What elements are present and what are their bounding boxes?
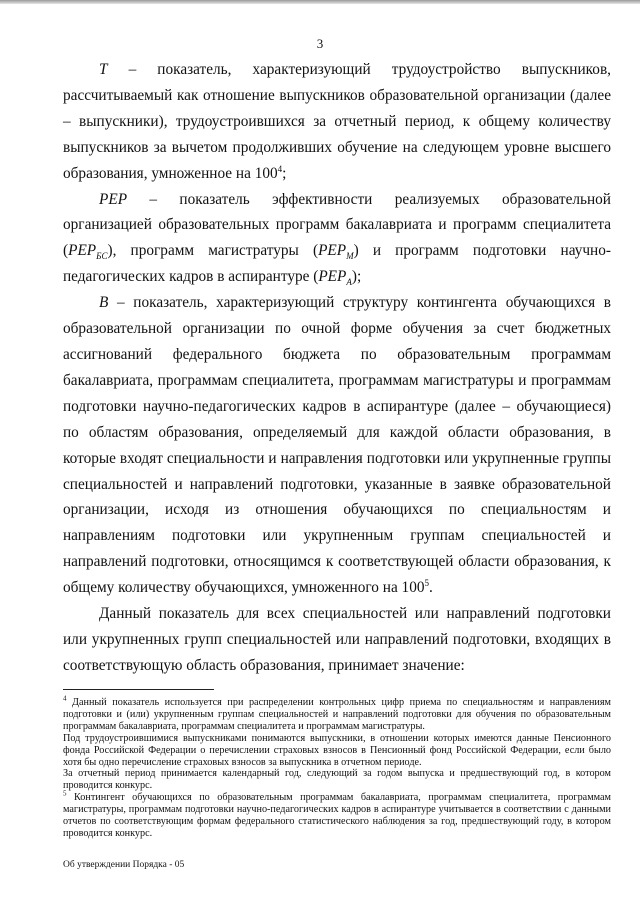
paragraph-value-intro: Данный показатель для всех специальностей или направлений подготовки или укрупненных групп специальностей или направлений подготовки, входящих в соответствующую область образования, принимает значение: [63,605,611,674]
scan-edge [0,0,640,4]
symbol-pep-m: PEP [318,242,347,260]
page-number: 3 [316,36,324,51]
footnote-4-mark: 4 [63,694,67,703]
paragraph-t-indicator [63,57,611,187]
paragraph-t-end: ; [282,164,287,182]
paragraph-b-indicator [63,290,611,601]
footnote-5 [63,789,611,840]
footnote-4 [63,694,611,733]
footnote-5-text: Контингент обучающихся по образовательным программам бакалавриата, программам специалитета, программам магистратуры, программам подготовки научно-педагогических кадров в аспирантуре учитывается в соответствии с данными отчетов по соответствующим формам федерального статистического наблюдения за год, предшествующий году, в котором проводится конкурс. [63,792,611,839]
paragraph-pep-indicator [63,187,611,291]
symbol-pep-bs: PEP [68,242,97,260]
subscript-m: M [346,251,354,262]
symbol-b: B [99,294,109,312]
footnote-ref-4: 4 [277,163,283,174]
symbol-t: T [99,61,108,78]
footnote-5-mark: 5 [63,789,67,798]
footnote-4-employed: Под трудоустроившимися выпускниками понимаются выпускники, в отношении которых имеются данные Пенсионного фонда Российской Федерации о перечислении страховых взносов в Пенсионный фонд Российской Федерации, если было хотя бы одно перечисление страховых взносов за выпускника в отчетном периоде. [63,732,611,768]
footnotes [63,694,611,840]
footnote-4-period: За отчетный период принимается календарный год, следующий за годом выпуска и предшествующий год, в котором проводится конкурс. [63,768,611,792]
subscript-a: A [346,277,352,288]
paragraph-b-text: – показатель, характеризующий структуру контингента обучающихся в образовательной организации по очной форме обучения за счет бюджетных ассигнований федерального бюджета по образовательным программам бакалавриата, программам специалитета, программам магистратуры и программам подготовки научно-педагогических кадров в аспирантуре (далее – обучающиеся) по областям образования, определяемый для каждой области образования, в которые входят специальности и направления подготовки или укрупненные группы специальностей и направлений подготовки, указанные в заявке образовательной организации, исходя из отношения обучающихся по специальностям и направлениям подготовки или укрупненным группам специальностей и направлений подготовки, относящимся к соответствующей области образования, к общему количеству обучающихся, умноженного на 100 [63,294,611,597]
footnote-4-text-a: Данный показатель используется при распределении контрольных цифр приема по специальностям и направлениям подготовки и (или) укрупненным группам специальностей и направлений подготовки для обучения по образовательным программам бакалавриата, программам специалитета и программам магистратуры. [63,697,611,732]
paragraph-pep-text-1: – показатель эффективности реализуемых образовательной организацией образовательных программ бакалавриата и программ специалитета ( [63,190,611,260]
paragraph-pep-text-3: ) и программ подготовки научно-педагогических кадров в аспирантуре ( [63,242,611,286]
subscript-bs: БС [96,251,108,262]
footnote-divider [63,689,214,690]
document-body [63,57,611,679]
paragraph-pep-text-2: ), программ магистратуры ( [107,242,319,260]
symbol-pep: PEP [99,190,128,208]
paragraph-b-end: . [429,579,433,597]
paragraph-t-text: – показатель, характеризующий трудоустройство выпускников, рассчитываемый как отношение выпускников образовательной организации (далее – выпускники), трудоустроившихся за отчетный период, к общему количеству выпускников за вычетом продолживших обучение на следующем уровне высшего образования, умноженное на 100 [63,61,611,182]
paragraph-pep-text-4: ); [351,268,362,286]
document-footer: Об утверждении Порядка - 05 [63,860,185,870]
symbol-pep-a: PEP [318,268,347,286]
footnote-ref-5: 5 [424,578,430,589]
